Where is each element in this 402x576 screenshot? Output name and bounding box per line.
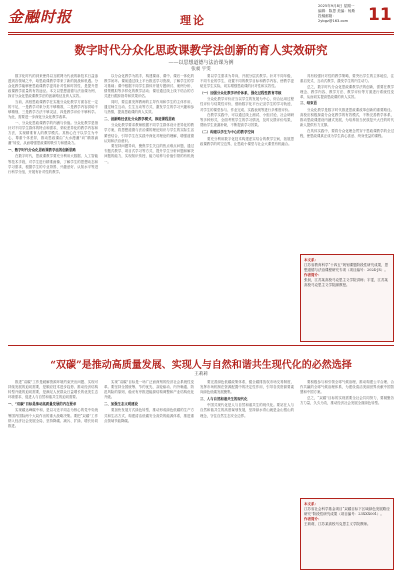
paragraph: 在数字时代，思政课教学要充分利用大数据、人工智能等技术手段，对学生进行精准画像，了解学生的思想动态和学习需求，根据学生的专业背景、兴趣爱好、认知水平等进行科学分组，开展有针对性的教学。 [8,154,98,174]
section-heading: （一）加强分众化教学评价体系，强化过程性教育考核 [200,90,282,95]
paragraph: 在教学实践中，可以通过线上测试、小组讨论、社会调研等多种形式，全面考察学生的学习情况，及时反馈评价结果，帮助学生查漏补缺，不断提高学习效果。 [200,113,294,128]
note-label: 作者简介： [304,273,322,278]
section-heading: 二、加强生态文明建设 [104,401,138,406]
paragraph: 当前，高校思政课教学在实施分众化教学方面存在一定的不足，一是教学对象分类不够精准，二是教学内容供给不够精细，三是教学方法不够灵活，四是教学评价不够科学。为此，需要进一步深化分众化教学改革。 [8,99,98,120]
paragraph: 江苏省教育科学“十四五”规划课题阶段性研究成果，思想道德与法治课程研究专项（项目编号：2024-JS）。 [304,263,389,273]
section-heading: （二）构建以学生为中心的教学空间 [200,129,255,134]
header-rule-thin [8,34,394,35]
header-rule [8,32,394,33]
note-label: 本文系： [304,258,318,262]
date-line: 2025年9月8日 星期一 [318,4,355,8]
article2-column-2 [104,380,194,570]
paragraph: 要完善绿色低碳政策体系，健全碳排放权市场交易制度，发挥市场机制在资源配置中的决定性作用，引导各类资源要素向绿色低碳发展聚集。 [200,380,294,395]
article1-column-3 [200,74,294,342]
paragraph: 分众化教学评价应当以学生的发展为中心，综合运用过程性评价与结果性评价，借助数字化平台记录学生的学习轨迹，对学生的课堂参与、作业完成、实践表现等进行多维度评价。 [200,97,294,112]
date-block [318,4,366,24]
article2-column-4 [300,380,394,494]
section-heading: 三、人与自然和谐共生的现代化 [200,396,248,401]
article2-author: 王莉莉 [194,372,208,377]
paragraph: 分众化教学是数字时代推进思政课改革创新的重要路径。高校应积极探索分众化教学的有效模式，不断完善教学体系，推动思政课建设内涵式发展，为培养担当民族复兴大任的时代新人提供有力支撑。 [300,108,394,128]
article-divider [8,345,394,346]
article1-subtitle: ——以思想道德与法治课为例 [168,60,234,66]
paragraph: 王莉莉，江苏某高校马克思主义学院教师。 [304,522,371,527]
paragraph: 要以学生需求为导向，开展分层次教学。针对不同年级、不同专业的学生，设置不同的教学目标和教学内容，使教学更贴近学生实际，切实增强思政课的针对性和实效性。 [200,74,294,89]
paragraph: 实现“双碳”目标是一场广泛而深刻的经济社会系统性变革。要坚持全国统筹、节约优先、双轮驱动、内外畅通、防范风险的原则，稳妥有序推进能源结构调整和产业结构优化升级。 [104,380,194,400]
article1-column-2 [104,74,194,342]
page-number: 11 [368,5,392,25]
paragraph: 以分众化教学为抓手，构建课前、课中、课后一体化的教学闭环。课前通过线上平台推送学习资源，了解学生的学习基础；课中根据不同学生群体开展专题研讨、案例分析、情景模拟等多样化的教学活动；课后通过线上线下结合的方式进行跟踪指导和效果评估。 [104,74,194,99]
email-line: 投稿邮箱：2ybgz@163.com [318,14,349,23]
paragraph: 总之，“双碳”目标的实现需要全社会共同努力，要凝聚各方力量，久久为功，推动经济社会发展全面绿色转型。 [300,395,394,405]
article1-title: 数字时代分众化思政课教学法创新的育人实效研究 [74,43,328,57]
paragraph: 数字化时代的到来使得以互联网为代表的新技术日益渗透到各领域之中，给思政课教学带来了新的挑战和机遇。分众化教学能够使思政课教学更具针对性和时效性，是提升思政课教学质量的有效途径。本文以思想道德与法治课为例，探讨分众化思政课教学法的创新路径及育人实效。 [8,74,98,99]
paragraph: 江苏省社会科学基金项目“双碳目标下区域绿色发展路径研究”阶段性研究成果（项目编号：23XXX001）。 [304,507,390,517]
note-label: 本文系： [304,502,318,506]
paragraph: 要加快发展方式绿色转型，推动形成绿色低碳的生产方式和生活方式，构建清洁低碳安全高效的能源体系，推进重点领域节能降碳。 [104,408,194,423]
newspaper-logo: 金融时报 [8,8,73,26]
paragraph: 张昶，江苏某高校马克思主义学院讲师；宇雯，江苏某高校马克思主义学院副教授。 [304,278,388,288]
article1-funding-note [300,254,394,342]
editor-line: 编辑：陈思 美编：杨斯 [318,9,356,13]
article1-column-4 [300,74,394,250]
paragraph: 同时，要注重发挥教师的主导作用和学生的主体作用，通过师生互动、生生互动等方式，激发学生的学习兴趣和参与热情，提高思政课的育人实效。 [104,99,194,115]
article1-author: 张昶 宇雯 [191,67,211,72]
paragraph: 总之，数字时代分众化思政课教学法的创新，需要在教学理念、教学内容、教学方法、教学评价等方面进行系统性变革，从而切实提高思政课的育人实效。 [300,84,394,99]
paragraph: 推进“双碳”工作是破解资源环境约束突出问题、实现可持续发展的迫切需要，是顺应技术进步趋势、推动经济结构转型升级的迫切需要，是满足人民群众日益增长的优美生态环境需求、促进人与自然和谐共生的迫切需要。 [8,380,98,400]
paragraph: 分众化教学要求教师根据不同学生群体设计差异化的教学方案，将思想道德与法治课的理论知识与学生的实际生活紧密结合，引导学生在实践中深化对理论的理解，增强道德认知和法治意识。 [104,123,194,143]
article1-column-1 [8,74,98,342]
paragraph: 中国式现代化是人与自然和谐共生的现代化。要站在人与自然和谐共生的高度谋划发展，坚持绿水青山就是金山银山的理念，守住自然生态安全边界。 [200,403,294,418]
section-heading: 一、数字时代分众化思政课教学法的创新思路 [8,147,76,152]
article2-column-3 [200,380,294,570]
section-title: 理论 [180,14,206,27]
article2-title: “双碳”是推动高质量发展、实现人与自然和谐共生现代化的必然选择 [50,360,352,371]
article2-column-1 [8,380,98,570]
section-heading: 三、结束语 [300,101,317,106]
paragraph: 具有较强针对性的教学策略，要突出学生的主体地位，注重启发式、互动式教学，激发学生的内生动力。 [300,74,394,84]
paragraph: 在具体实践中，要将分众化理念贯穿于思政课教学的全过程，使思政课真正成为学生真心喜爱、终身受益的课程。 [300,128,394,139]
section-heading: 二、创新路径优化分众教学模式，推进课程思政 [104,116,176,121]
paragraph: 要充分利用数字化技术构建虚实结合的教学空间，拓展思政课教学的时空边界，让思政小课堂与社会大课堂有机融合。 [200,136,294,146]
paragraph: 实现碳达峰碳中和，是以习近平同志为核心的党中央统筹国内国际两个大局作出的重大战略决策。要把“双碳”工作纳入经济社会发展全局，坚持降碳、减污、扩绿、增长协同推进。 [8,408,98,428]
paragraph: 要坚持问题导向，聚焦学生关注的热点难点问题，通过专题式教学、项目式学习等方式，提升学生分析问题和解决问题的能力，实现知识传授、能力培养与价值引领的有机统一。 [104,144,194,164]
paragraph: 要积极参与和引领全球气候治理，推动构建公平合理、合作共赢的全球气候治理体系，为建设清洁美丽世界贡献中国智慧和中国方案。 [300,380,394,395]
section-heading: 一、“双碳”目标是推动高质量发展的内在要求 [8,401,77,406]
article2-funding-note [300,498,394,570]
note-label: 作者简介： [304,517,322,522]
masthead [0,0,402,34]
paragraph: 一、分众化思政课教学的内涵与价值。分众化教学是指针对不同学生群体的特点和需求，采取差异化的教学内容和方法，实现精准育人的教学模式。其核心在于以学生为中心，尊重个体差异，推动思政课由“大水漫灌”向“精准滴灌”转变，从而增强思政课的吸引力和感染力。 [8,120,98,146]
